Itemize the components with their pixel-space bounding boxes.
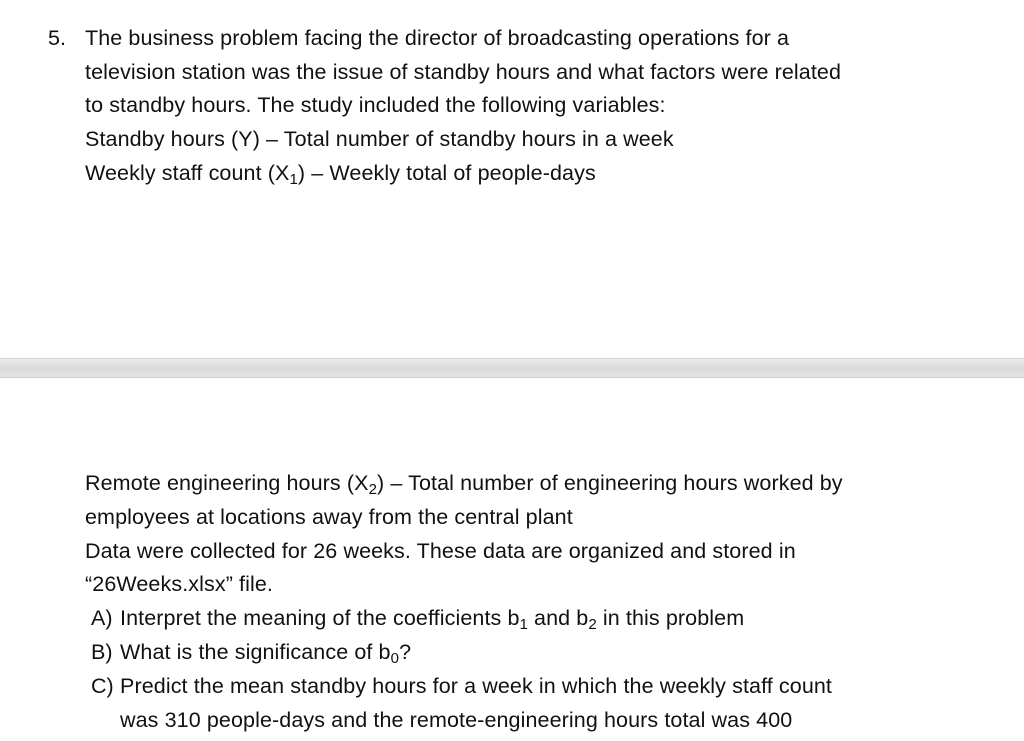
- variable-x2-line: [85, 469, 843, 497]
- intro-line-3: to standby hours. The study included the following variables:: [85, 93, 666, 117]
- document-page-bottom: [0, 378, 1024, 741]
- variable-x1-line: [85, 159, 596, 187]
- continuation-line-3: “26Weeks.xlsx” file.: [85, 572, 273, 596]
- part-b-text: [120, 638, 411, 666]
- part-a-text-2: and b: [527, 606, 589, 630]
- x1-subscript: 1: [289, 170, 298, 188]
- part-a-label: A): [91, 606, 113, 630]
- part-c-line-1: Predict the mean standby hours for a week in which the weekly staff count: [120, 674, 833, 698]
- part-b-label: B): [91, 640, 113, 664]
- part-c-line-2: was 310 people-days and the remote-engineering hours total was 400: [120, 708, 793, 732]
- part-b-text-2: ?: [399, 640, 412, 664]
- part-a-text-3: in this problem: [596, 606, 745, 630]
- continuation-line-1: employees at locations away from the central plant: [85, 505, 573, 529]
- part-a-sub-2: 2: [588, 615, 597, 633]
- part-a-text-1: Interpret the meaning of the coefficients b: [120, 606, 520, 630]
- x2-text-before: Remote engineering hours (X: [85, 471, 369, 495]
- document-page-top: [0, 0, 1024, 358]
- part-a-text: [120, 604, 744, 632]
- intro-line-2: television station was the issue of standby hours and what factors were related: [85, 60, 842, 84]
- variable-y-line: Standby hours (Y) – Total number of standby hours in a week: [85, 127, 674, 151]
- part-b-sub-1: 0: [390, 649, 400, 667]
- part-a-sub-1: 1: [519, 615, 528, 633]
- part-c-label: C): [91, 674, 114, 698]
- x1-text-after: ) – Weekly total of people-days: [297, 161, 596, 185]
- intro-line-1: The business problem facing the director of broadcasting operations for a: [85, 26, 790, 50]
- continuation-line-2: Data were collected for 26 weeks. These data are organized and stored in: [85, 539, 796, 563]
- page-break-gap: [0, 358, 1024, 378]
- part-b-text-1: What is the significance of b: [120, 640, 391, 664]
- x2-text-after: ) – Total number of engineering hours worked by: [377, 471, 843, 495]
- x1-text-before: Weekly staff count (X: [85, 161, 290, 185]
- x2-subscript: 2: [368, 480, 378, 498]
- question-number: 5.: [48, 26, 66, 50]
